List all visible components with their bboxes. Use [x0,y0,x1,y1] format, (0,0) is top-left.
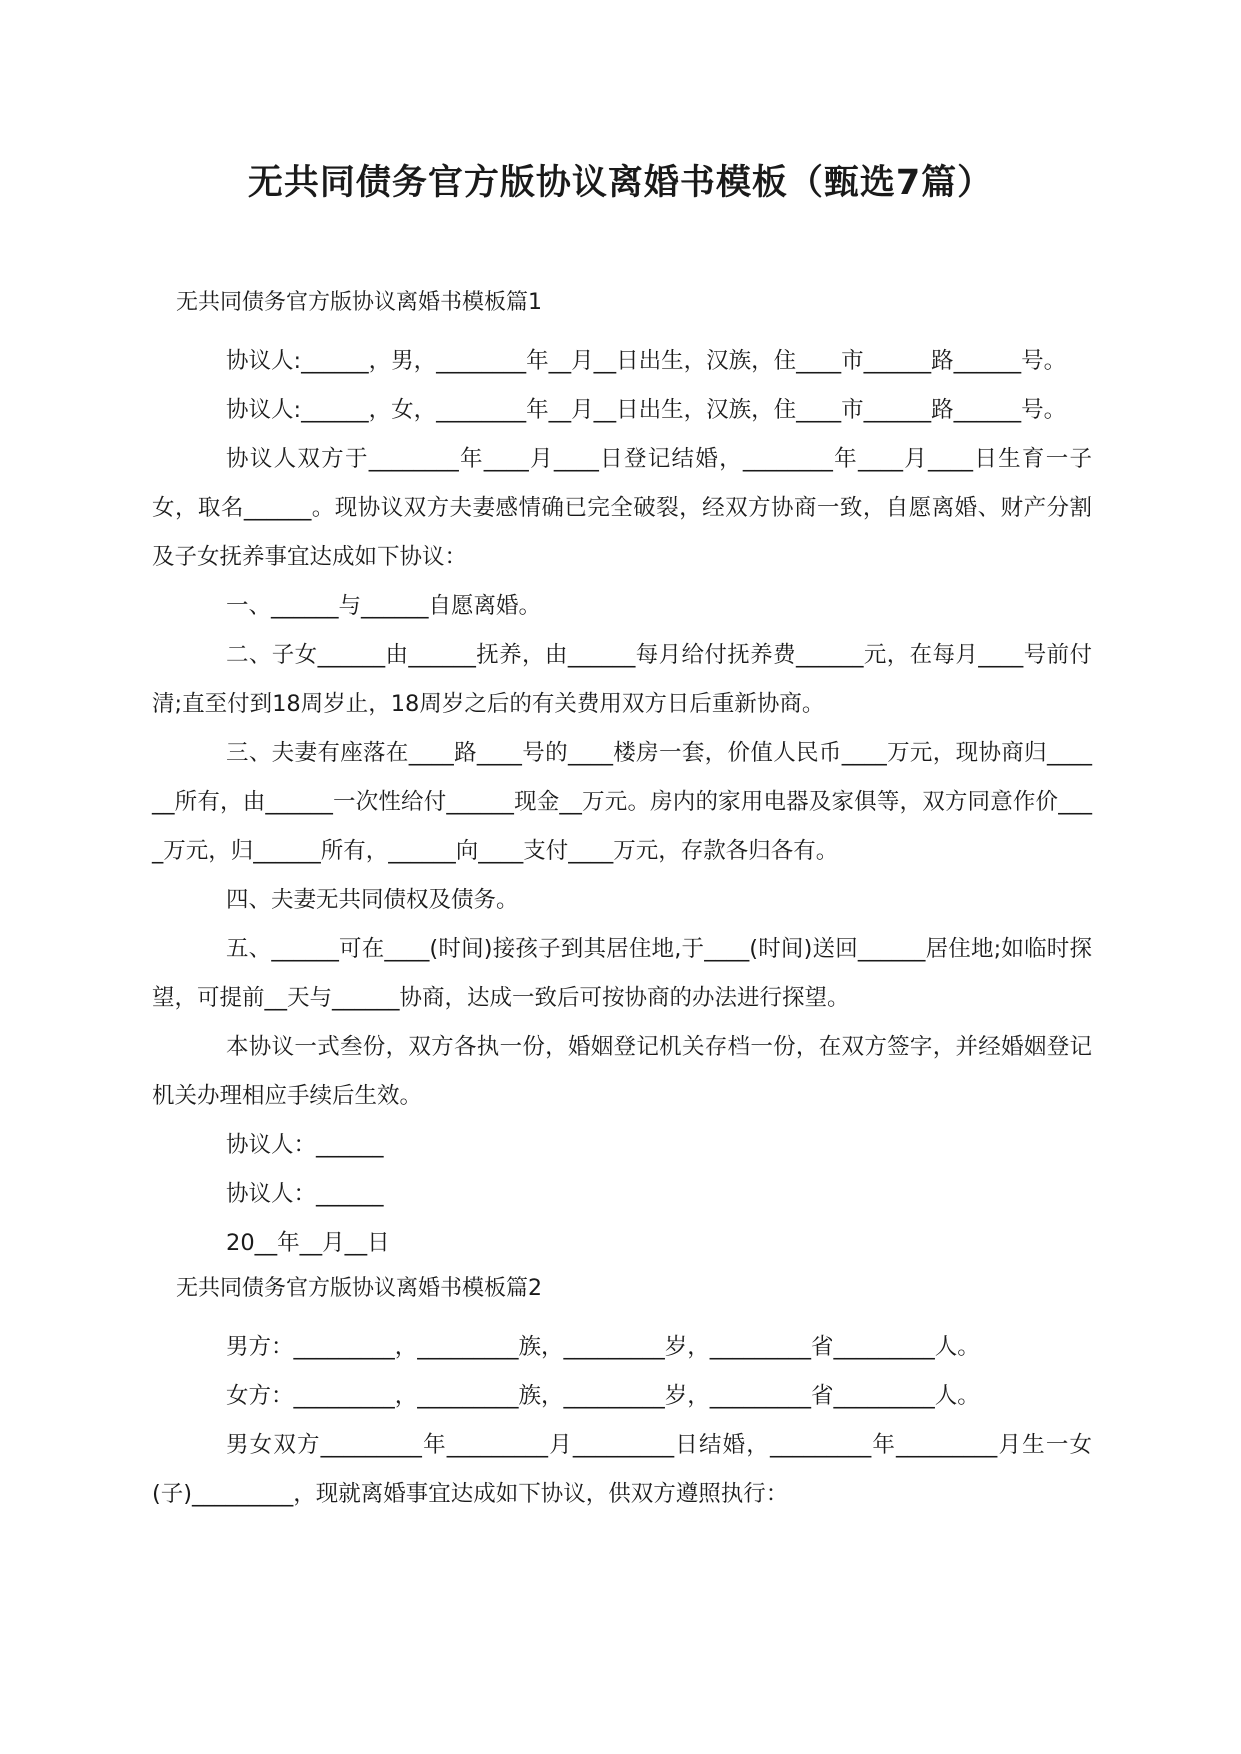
section-heading-2: 无共同债务官方版协议离婚书模板篇2 [176,1276,542,1301]
paragraph-clause-5: 五、______可在____(时间)接孩子到其居住地,于____(时间)送回______居住地;如临时探望，可提前__天与______协商，达成一致后可按协商的办法进行探望。 [152,936,1092,1011]
paragraph-clause-3: 三、夫妻有座落在____路____号的____楼房一套，价值人民币____万元，现协商归______所有，由______一次性给付______现金__万元。房内的家用电器及家俱等，双方同意作价____万元，归______所有，______向____支付____万元，存款各归各有。 [152,740,1092,864]
paragraph-marriage-info: 协议人双方于________年____月____日登记结婚，________年____月____日生育一子女，取名______。现协议双方夫妻感情确已完全破裂，经双方协商一致，自愿离婚、财产分割及子女抚养事宜达成如下协议： [152,446,1092,570]
paragraph-wife: 女方：_________，_________族，_________岁，_________省_________人。 [226,1383,980,1409]
paragraph-clause-2: 二、子女______由______抚养，由______每月给付抚养费______元，在每月____号前付清;直至付到18周岁止，18周岁之后的有关费用双方日后重新协商。 [152,642,1092,717]
signature-line-2: 协议人：______ [226,1181,384,1207]
document-title: 无共同债务官方版协议离婚书模板（甄选7篇） [247,163,994,203]
paragraph-party-female: 协议人:______，女，________年__月__日出生，汉族，住____市______路______号。 [226,397,1067,423]
paragraph-marriage-agreement: 男女双方_________年_________月_________日结婚，_________年_________月生一女(子)_________，现就离婚事宜达成如下协议，供双方遵照执行： [152,1432,1092,1507]
paragraph-clause-4: 四、夫妻无共同债权及债务。 [226,887,519,913]
paragraph-husband: 男方：_________，_________族，_________岁，_________省_________人。 [226,1334,980,1360]
paragraph-party-male: 协议人:______，男，________年__月__日出生，汉族，住____市______路______号。 [226,348,1067,374]
section-heading-1: 无共同债务官方版协议离婚书模板篇1 [176,290,542,315]
paragraph-clause-1: 一、______与______自愿离婚。 [226,593,542,619]
document-body [152,288,1092,1519]
date-line: 20__年__月__日 [226,1230,390,1256]
paragraph-effectiveness: 本协议一式叁份，双方各执一份，婚姻登记机关存档一份，在双方签字，并经婚姻登记机关办理相应手续后生效。 [152,1034,1092,1109]
signature-line-1: 协议人：______ [226,1132,384,1158]
